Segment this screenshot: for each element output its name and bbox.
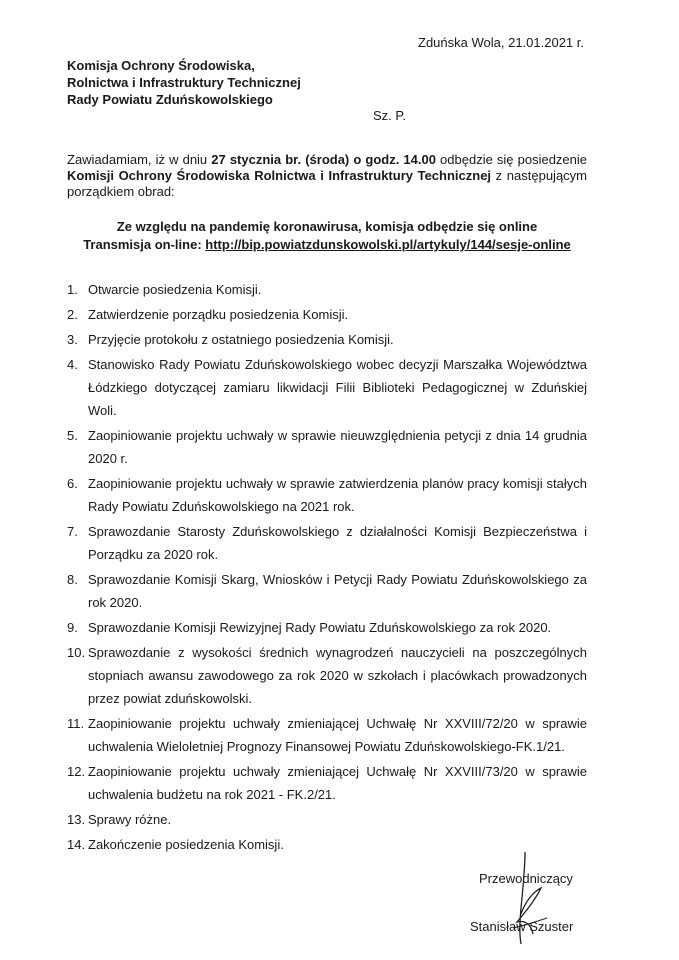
agenda-item-text: Sprawozdanie Komisji Rewizyjnej Rady Powiatu Zduńskowolskiego za rok 2020. xyxy=(88,620,552,635)
agenda-item-number: 6. xyxy=(67,476,78,491)
agenda-item-text: Sprawozdanie z wysokości średnich wynagrodzeń nauczycieli na poszczególnych stopniach awansu zawodowego za rok 2020 w szkołach i placówkach prowadzonych przez powiat zduńskowolski. xyxy=(88,645,587,706)
agenda-item-text: Stanowisko Rady Powiatu Zduńskowolskiego wobec decyzji Marszałka Województwa Łódzkiego dotyczącej zamiaru likwidacji Filii Biblioteki Pedagogicznej w Zduńskiej Woli. xyxy=(88,357,587,418)
agenda-item-number: 3. xyxy=(67,332,78,347)
agenda-item-number: 13. xyxy=(67,812,86,827)
agenda-item-text: Zaopiniowanie projektu uchwały w sprawie nieuwzględnienia petycji z dnia 14 grudnia 2020 r. xyxy=(88,428,587,466)
agenda-item xyxy=(67,328,587,351)
agenda-item-number: 7. xyxy=(67,524,78,539)
agenda-item xyxy=(67,641,587,710)
online-notice xyxy=(67,218,587,254)
transmission-line xyxy=(67,236,587,254)
agenda-list xyxy=(67,278,587,858)
agenda-item xyxy=(67,353,587,422)
agenda-item-text: Zatwierdzenie porządku posiedzenia Komisji. xyxy=(88,307,349,322)
agenda-item-number: 14. xyxy=(67,837,86,852)
intro-paragraph xyxy=(67,152,587,200)
agenda-item-number: 1. xyxy=(67,282,78,297)
agenda-item-number: 9. xyxy=(67,620,78,635)
pandemic-notice: Ze względu na pandemię koronawirusa, komisja odbędzie się online xyxy=(116,219,538,234)
agenda-item-number: 10. xyxy=(67,645,86,660)
agenda-item-number: 11. xyxy=(67,716,85,731)
signatory-name: Stanisław Szuster xyxy=(470,919,574,934)
agenda-item-text: Otwarcie posiedzenia Komisji. xyxy=(88,282,262,297)
agenda-item xyxy=(67,472,587,518)
committee-name: Komisji Ochrony Środowiska Rolnictwa i Infrastruktury Technicznej xyxy=(67,168,492,183)
agenda-item-text: Sprawy różne. xyxy=(88,812,172,827)
agenda-item-number: 12. xyxy=(67,764,86,779)
agenda-item-number: 8. xyxy=(67,572,78,587)
agenda-item xyxy=(67,808,587,831)
agenda-item xyxy=(67,760,587,806)
agenda-item-text: Sprawozdanie Komisji Skarg, Wniosków i Petycji Rady Powiatu Zduńskowolskiego za rok 2020. xyxy=(88,572,587,610)
agenda-item-number: 2. xyxy=(67,307,78,322)
committee-line: Komisja Ochrony Środowiska, xyxy=(67,58,255,73)
intro-text: odbędzie się posiedzenie xyxy=(435,152,588,167)
meeting-date: 27 stycznia br. (środa) o godz. 14.00 xyxy=(211,152,436,167)
agenda-item xyxy=(67,520,587,566)
committee-address xyxy=(67,57,301,108)
transmission-link[interactable]: http://bip.powiatzdunskowolski.pl/artykuly/144/sesje-online xyxy=(205,237,571,252)
agenda-item-text: Zaopiniowanie projektu uchwały w sprawie zatwierdzenia planów pracy komisji stałych Rady Powiatu Zduńskowolskiego na 2021 rok. xyxy=(88,476,587,514)
transmission-label: Transmisja on-line: xyxy=(83,237,206,252)
agenda-item-text: Zaopiniowanie projektu uchwały zmieniającej Uchwałę Nr XXVIII/72/20 w sprawie uchwalenia Wieloletniej Prognozy Finansowej Powiatu Zduńskowolskiego-FK.1/21. xyxy=(88,716,587,754)
agenda-item xyxy=(67,424,587,470)
salutation: Sz. P. xyxy=(373,108,407,123)
agenda-item xyxy=(67,568,587,614)
agenda-item-text: Przyjęcie protokołu z ostatniego posiedzenia Komisji. xyxy=(88,332,394,347)
signatory-title: Przewodniczący xyxy=(479,871,573,886)
agenda-item xyxy=(67,303,587,326)
agenda-item xyxy=(67,616,587,639)
place-and-date: Zduńska Wola, 21.01.2021 r. xyxy=(418,35,584,50)
agenda-item-number: 5. xyxy=(67,428,78,443)
agenda-item-number: 4. xyxy=(67,357,78,372)
intro-text: Zawiadamiam, iż w dniu xyxy=(67,152,212,167)
agenda-item-text: Zakończenie posiedzenia Komisji. xyxy=(88,837,284,852)
agenda-item-text: Zaopiniowanie projektu uchwały zmieniającej Uchwałę Nr XXVIII/73/20 w sprawie uchwalenia budżetu na rok 2021 - FK.2/21. xyxy=(88,764,587,802)
agenda-item xyxy=(67,278,587,301)
agenda-item-text: Sprawozdanie Starosty Zduńskowolskiego z działalności Komisji Bezpieczeństwa i Porządku za 2020 rok. xyxy=(88,524,587,562)
agenda-item xyxy=(67,712,587,758)
committee-line: Rady Powiatu Zduńskowolskiego xyxy=(67,92,273,107)
committee-line: Rolnictwa i Infrastruktury Technicznej xyxy=(67,75,301,90)
intro-text: z następującym porządkiem obrad: xyxy=(67,168,588,199)
